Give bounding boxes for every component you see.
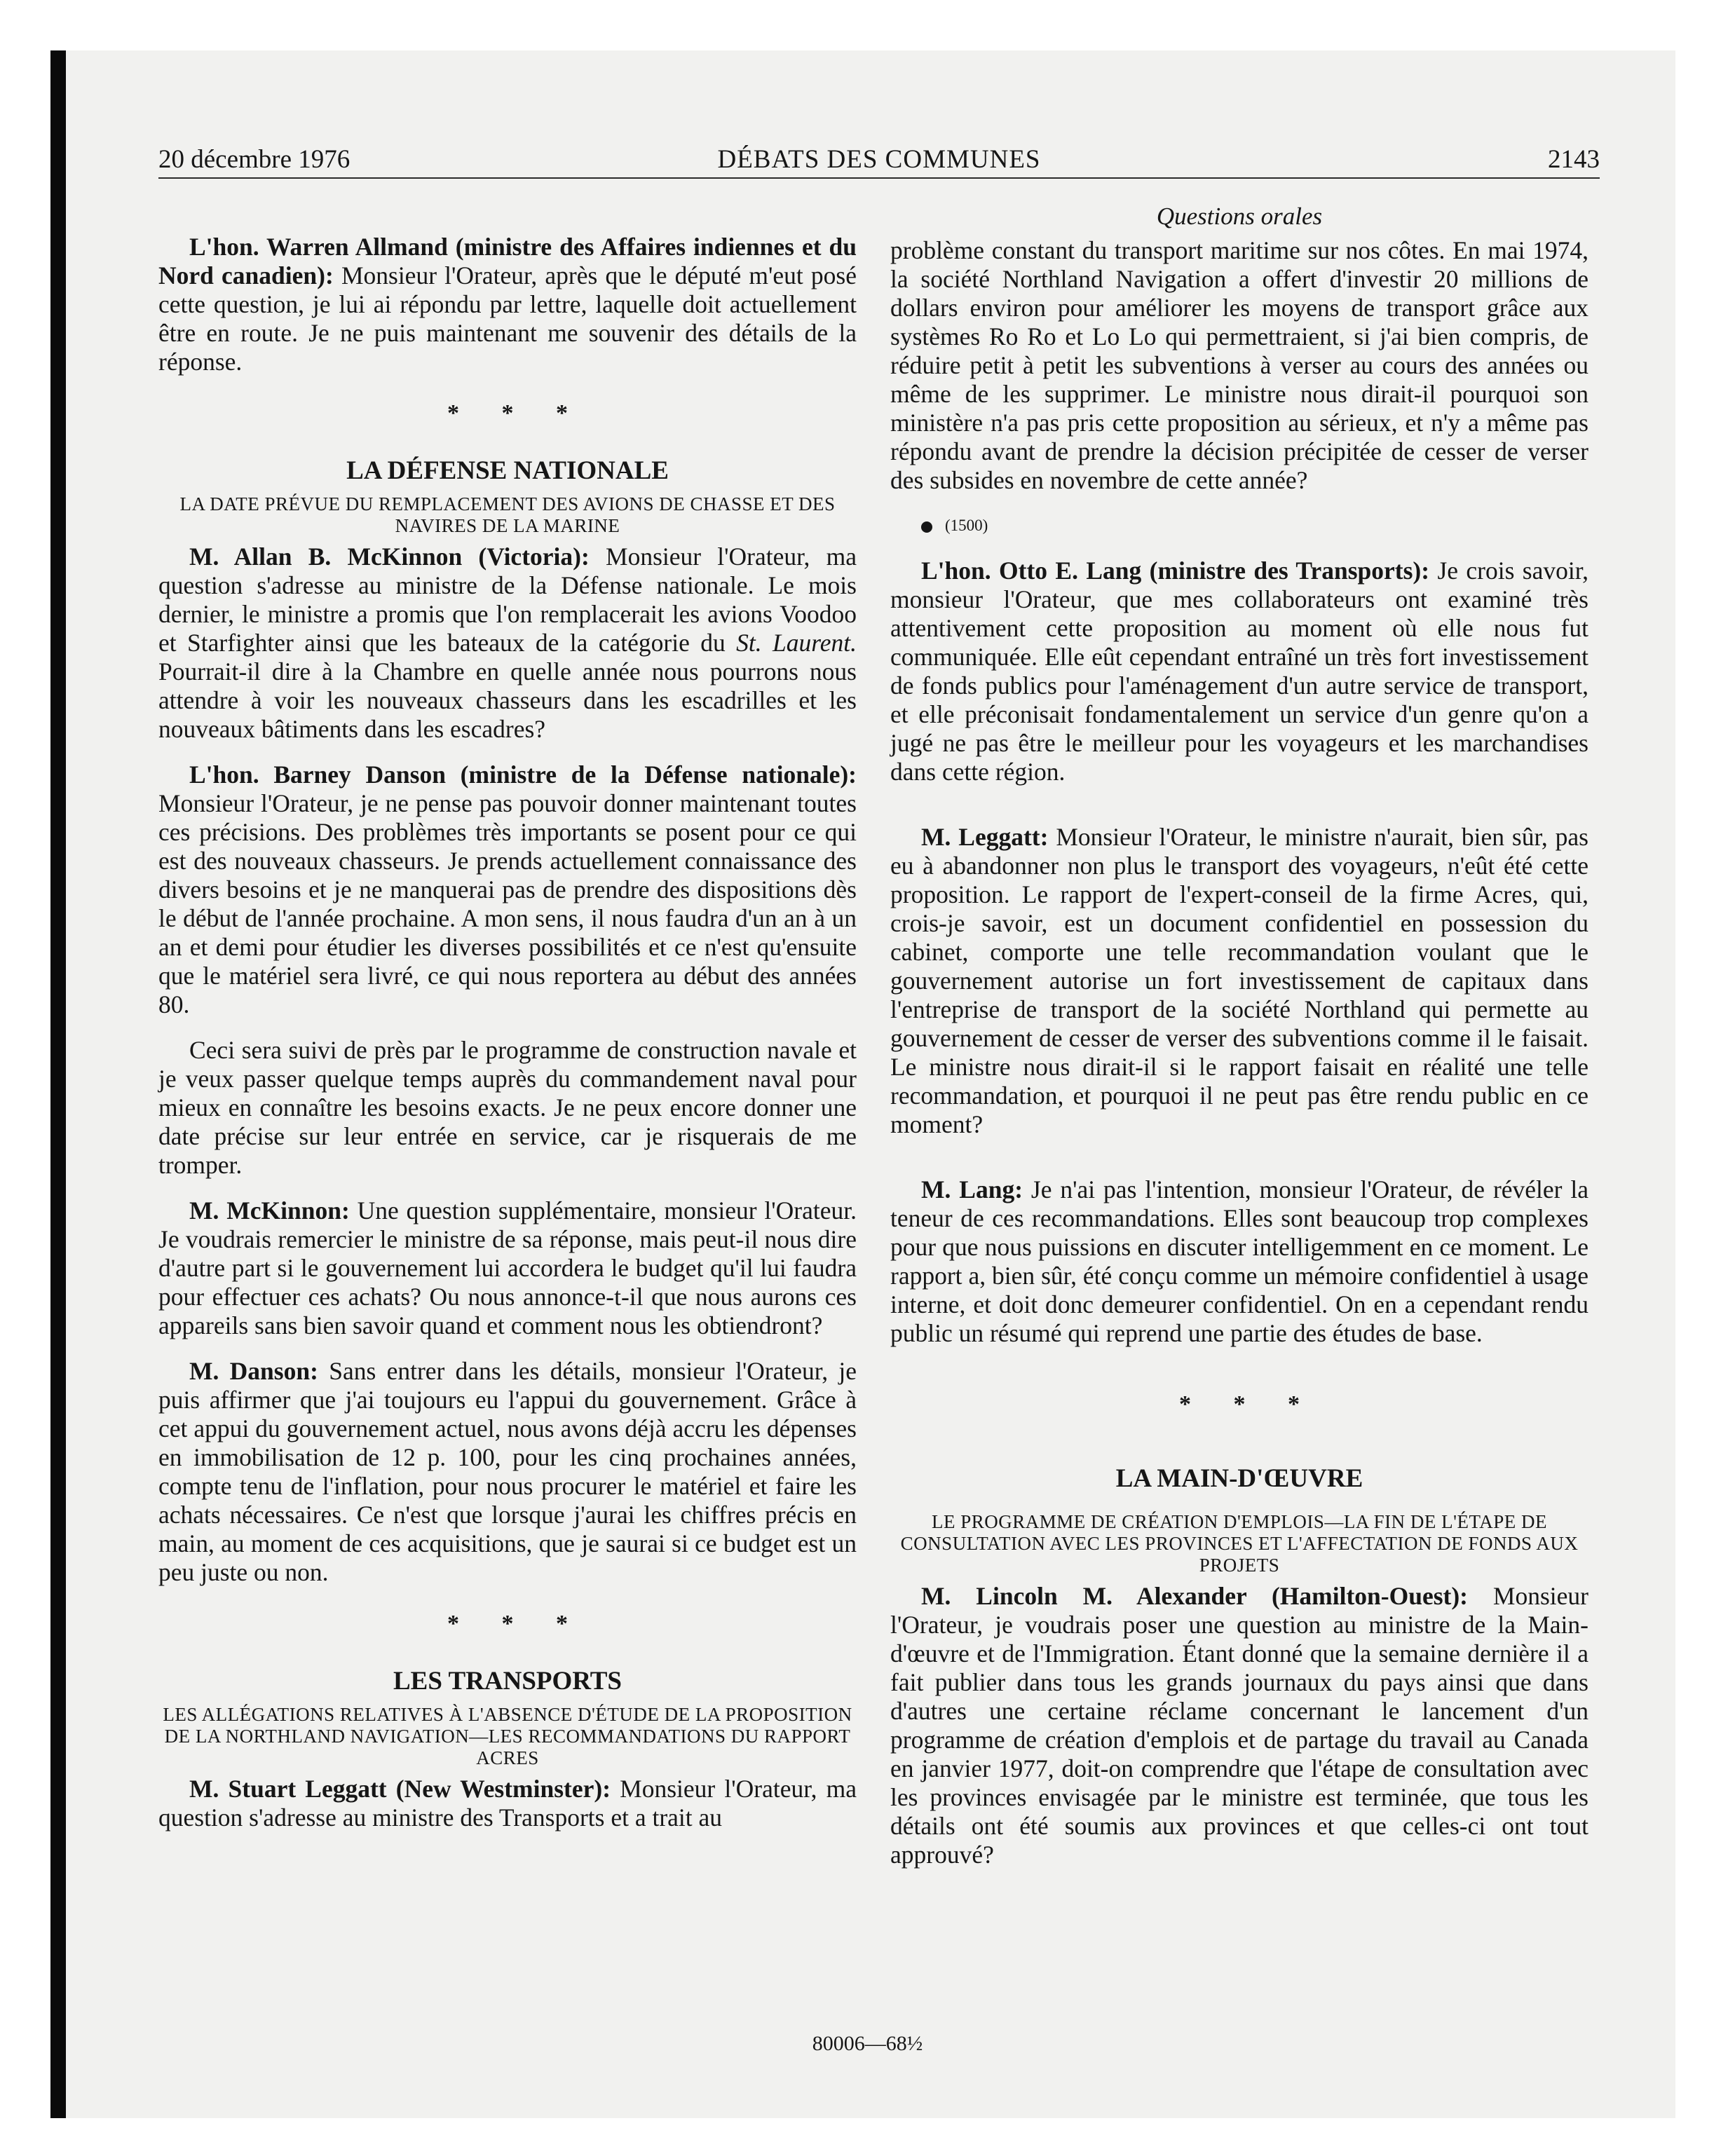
section-title-defense: LA DÉFENSE NATIONALE xyxy=(346,456,669,485)
speaker-name: M. Allan B. McKinnon (Victoria): xyxy=(189,543,590,571)
speaker-name: L'hon. Barney Danson (ministre de la Défense nationale): xyxy=(189,760,857,789)
speech-text: Monsieur l'Orateur, je voudrais poser une question au ministre de la Main-d'œuvre et de l'Immigration. Étant donné que la semaine dernière il a fait publier dans tous les grands journaux du pays ainsi que dans d'autres une certaine réclame concernant le lancement d'un programme de création d'emplois et de partage du travail au Canada en janvier 1977, doit-on comprendre que l'étape de consultation avec les provinces envisagée par le ministre est terminée, que tous les détails ont été soumis aux provinces et que celles-ci ont tout approuvé? xyxy=(890,1582,1588,1869)
timestamp-text: (1500) xyxy=(945,517,988,534)
speaker-name: M. Leggatt: xyxy=(921,823,1049,851)
speech-text: Je n'ai pas l'intention, monsieur l'Orateur, de révéler la teneur de ces recommandations. Elles sont beaucoup trop complexes pour que nous puissions en discuter intelligemment en ce moment. Le rapport a, bien sûr, été conçu comme un mémoire confidentiel à usage interne, et doit donc demeurer confidentiel. On en a cependant rendu public un résumé qui reprend une partie des études de base. xyxy=(890,1175,1588,1347)
danson-answer xyxy=(158,760,857,1019)
right-column xyxy=(890,201,1588,1886)
speech-text: Monsieur l'Orateur, ma question s'adresse au ministre des Transports et a trait au xyxy=(158,1775,857,1831)
mckinnon-supplementary xyxy=(158,1196,857,1340)
speech-text: Je crois savoir, monsieur l'Orateur, que mes collaborateurs ont examiné très attentivement cette proposition au moment où elle nous fut communiquée. Elle eût cependant entraîné un très fort investissement de fonds publics pour l'aménagement d'un autre service de transport, et elle préconisait fondamentalement un service d'un genre qu'on a jugé ne pas être le meilleur pour les voyageurs et les marchandises dans cette région. xyxy=(890,557,1588,786)
lang-reply xyxy=(890,1175,1588,1348)
danson-reply xyxy=(158,1357,857,1587)
speech-text: Sans entrer dans les détails, monsieur l'Orateur, je puis affirmer que j'ai toujours eu l'appui du gouvernement. Grâce à cet appui du gouvernement actuel, nous avons déjà accru les dépenses en immobilisation de 12 p. 100, pour les cinq prochaines années, compte tenu de l'inflation, pour nous procurer le matériel et faire les achats nécessaires. Ce n'est que lorsque j'aurai les chiffres précis en main, au moment de ces acquisitions, que je saurai si ce budget est un peu juste ou non. xyxy=(158,1357,857,1586)
speaker-name: M. Danson: xyxy=(189,1357,318,1385)
page-header xyxy=(158,143,1600,177)
section-subtitle-transports: LES ALLÉGATIONS RELATIVES À L'ABSENCE D'ÉTUDE DE LA PROPOSITION DE LA NORTHLAND NAVIGATION—LES RECOMMANDATIONS DU RAPPORT ACRES xyxy=(163,1704,852,1768)
speech-text: Monsieur l'Orateur, après que le député m'eut posé cette question, je lui ai répondu par lettre, laquelle doit actuellement être en route. Je ne puis maintenant me souvenir des détails de la réponse. xyxy=(158,261,857,376)
ship-class-name: St. Laurent. xyxy=(736,629,857,657)
header-rule xyxy=(158,177,1600,179)
speech-text: Une question supplémentaire, monsieur l'Orateur. Je voudrais remercier le ministre de sa réponse, mais peut-il nous dire d'autre part si le gouvernement lui accordera le budget qu'il lui faudra pour effectuer ces achats? Ou nous annonce-t-il que nous aurons ces appareils sans bien savoir quand et comment nous les obtiendront? xyxy=(158,1196,857,1339)
speech-text: Monsieur l'Orateur, ma question s'adresse au ministre de la Défense nationale. Le mois dernier, le ministre a promis que l'on remplacerait les avions Voodoo et Starfighter ainsi que les bateaux de la catégorie du xyxy=(158,543,857,657)
section-subtitle-manpower: LE PROGRAMME DE CRÉATION D'EMPLOIS—LA FIN DE L'ÉTAPE DE CONSULTATION AVEC LES PROVINCES ET L'AFFECTATION DE FONDS AUX PROJETS xyxy=(900,1511,1579,1576)
bullet-icon xyxy=(921,521,932,533)
header-page-number: 2143 xyxy=(1548,145,1600,174)
speaker-name: L'hon. Warren Allmand (ministre des Affaires indiennes et du Nord canadien): xyxy=(158,233,857,289)
header-title: DÉBATS DES COMMUNES xyxy=(717,145,1041,174)
section-title-manpower: LA MAIN-D'ŒUVRE xyxy=(1115,1464,1363,1493)
section-divider: * * * xyxy=(447,400,586,426)
lang-answer xyxy=(890,557,1588,786)
speech-text: Monsieur l'Orateur, je ne pense pas pouvoir donner maintenant toutes ces précisions. Des problèmes très importants se posent pour ce qui est des nouveaux chasseurs. Je prends actuellement connaissance des divers besoins et je ne manquerai pas de prendre des dispositions dès le début de l'année prochaine. A mon sens, il nous faudra d'un an à un an et demi pour étudier les diverses possibilités et ce n'est qu'ensuite que le matériel sera livré, ce qui nous reportera au début des années 80. xyxy=(158,789,857,1018)
page-footer-code: 80006—68½ xyxy=(812,2032,923,2055)
allmand-paragraph xyxy=(158,233,857,376)
speaker-name: M. McKinnon: xyxy=(189,1196,350,1224)
speaker-name: M. Lincoln M. Alexander (Hamilton-Ouest): xyxy=(921,1582,1468,1610)
section-divider: * * * xyxy=(447,1611,586,1637)
timestamp-marker xyxy=(890,512,1588,540)
speech-text: Monsieur l'Orateur, le ministre n'aurait, bien sûr, pas eu à abandonner non plus le transport des voyageurs, n'eût été cette proposition. Le rapport de l'expert-conseil de la firme Acres, qui, crois-je savoir, est un document confidentiel en possession du cabinet, comporte une telle recommandation voulant que le gouvernement autorise un fort investissement de capitaux dans l'entreprise de transport de la société Northland qui permette au gouvernement de cesser de verser des subventions comme il le faisait. Le ministre nous dirait-il si le rapport faisait en réalité une telle recommandation, et pourquoi il ne peut pas être rendu public en ce moment? xyxy=(890,823,1588,1138)
speaker-name: L'hon. Otto E. Lang (ministre des Transports): xyxy=(921,557,1430,585)
section-subtitle-defense: LA DATE PRÉVUE DU REMPLACEMENT DES AVIONS DE CHASSE ET DES NAVIRES DE LA MARINE xyxy=(179,493,836,536)
leggatt-question-continued: problème constant du transport maritime sur nos côtes. En mai 1974, la société Northland Navigation a offert d'investir 20 millions de dollars environ pour améliorer les moyens de transport grâce aux systèmes Ro Ro et Lo Lo qui permettraient, si j'ai bien compris, de réduire petit à petit les subventions à verser au cours des années ou même de les supprimer. Le ministre nous dirait-il pourquoi son ministère n'a pas pris cette proposition au sérieux, et n'y a même pas répondu avant de prendre la décision précipitée de cesser de verser des subsides en novembre de cette année? xyxy=(890,236,1588,494)
speaker-name: M. Lang: xyxy=(921,1175,1023,1203)
leggatt-supplementary xyxy=(890,823,1588,1139)
alexander-question xyxy=(890,1582,1588,1869)
speech-text: Pourrait-il dire à la Chambre en quelle année nous pourrons nous attendre à voir les nouveaux chasseurs dans les escadrilles et les nouveaux bâtiments dans les escadres? xyxy=(158,657,857,743)
left-column xyxy=(158,233,857,1832)
danson-answer-continued: Ceci sera suivi de près par le programme de construction navale et je veux passer quelque temps auprès du commandement naval pour mieux en connaître les besoins exacts. Je ne peux encore donner une date précise sur leur entrée en service, car je risquerais de me tromper. xyxy=(158,1036,857,1179)
leggatt-question xyxy=(158,1775,857,1832)
mckinnon-question xyxy=(158,543,857,744)
header-date: 20 décembre 1976 xyxy=(158,145,351,174)
section-title-transports: LES TRANSPORTS xyxy=(393,1667,622,1696)
binding-edge xyxy=(50,50,66,2118)
section-divider: * * * xyxy=(1179,1391,1318,1417)
running-head: Questions orales xyxy=(1156,203,1323,230)
speaker-name: M. Stuart Leggatt (New Westminster): xyxy=(189,1775,611,1803)
